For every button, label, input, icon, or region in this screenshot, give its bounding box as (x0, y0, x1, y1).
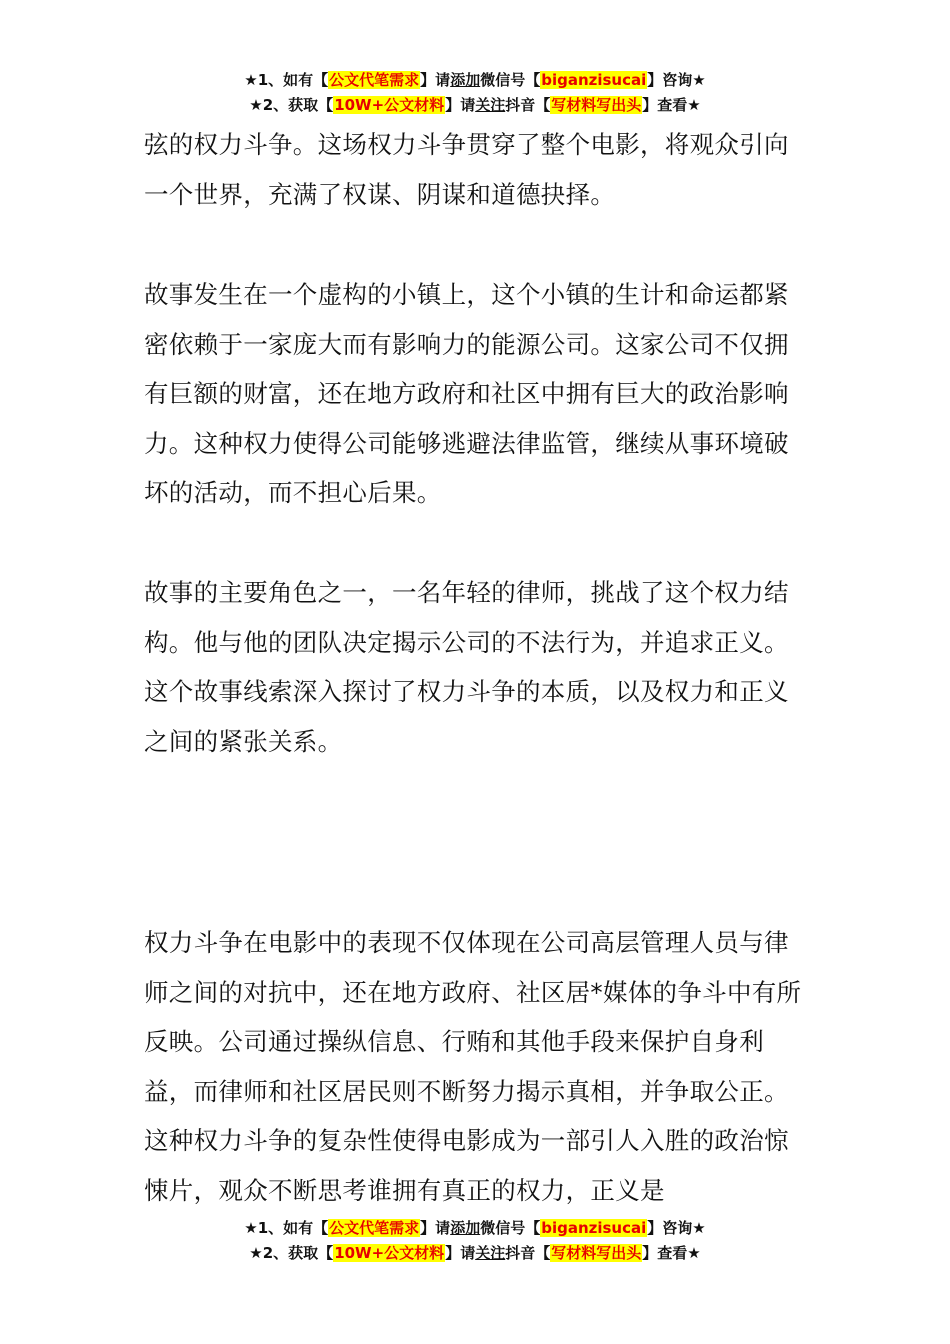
wechat-id: biganzisucai (541, 1219, 647, 1237)
banner-line-2: ★2、获取【10W+公文材料】请关注抖音【写材料写出头】查看★ (249, 96, 701, 114)
highlight-materials: 10W+公文材料 (334, 96, 445, 114)
banner-line-2: ★2、获取【10W+公文材料】请关注抖音【写材料写出头】查看★ (249, 1244, 701, 1262)
douyin-account: 写材料写出头 (551, 96, 642, 114)
highlight-writing-service: 公文代笔需求 (329, 71, 420, 89)
douyin-account: 写材料写出头 (551, 1244, 642, 1262)
paragraph-text: 弦的权力斗争。这场权力斗争贯穿了整个电影，将观众引向一个世界，充满了权谋、阴谋和道德抉择。 (144, 130, 789, 209)
wechat-id: biganzisucai (541, 71, 647, 89)
body-paragraph-4 (144, 918, 808, 1215)
banner-line-1: ★1、如有【公文代笔需求】请添加微信号【biganzisucai】咨询★ (244, 71, 706, 89)
paragraph-text: 权力斗争在电影中的表现不仅体现在公司高层管理人员与律师之间的对抗中，还在地方政府、社区居*媒体的争斗中有所反映。公司通过操纵信息、行贿和其他手段来保护自身利益，而律师和社区居民则不断努力揭示真相，并争取公正。这种权力斗争的复杂性使得电影成为一部引人入胜的政治惊悚片，观众不断思考谁拥有真正的权力，正义是 (144, 928, 802, 1205)
highlight-materials: 10W+公文材料 (334, 1244, 445, 1262)
header-banner (0, 68, 950, 118)
body-paragraph-3 (144, 568, 808, 766)
paragraph-text: 故事的主要角色之一，一名年轻的律师，挑战了这个权力结构。他与他的团队决定揭示公司的不法行为，并追求正义。这个故事线索深入探讨了权力斗争的本质，以及权力和正义之间的紧张关系。 (144, 578, 789, 756)
paragraph-text: 故事发生在一个虚构的小镇上，这个小镇的生计和命运都紧密依赖于一家庞大而有影响力的能源公司。这家公司不仅拥有巨额的财富，还在地方政府和社区中拥有巨大的政治影响力。这种权力使得公司能够逃避法律监管，继续从事环境破坏的活动，而不担心后果。 (144, 280, 789, 507)
banner-line-1: ★1、如有【公文代笔需求】请添加微信号【biganzisucai】咨询★ (244, 1219, 706, 1237)
highlight-writing-service: 公文代笔需求 (329, 1219, 420, 1237)
body-paragraph-1 (144, 120, 808, 219)
footer-banner (0, 1216, 950, 1266)
body-paragraph-2 (144, 270, 808, 518)
